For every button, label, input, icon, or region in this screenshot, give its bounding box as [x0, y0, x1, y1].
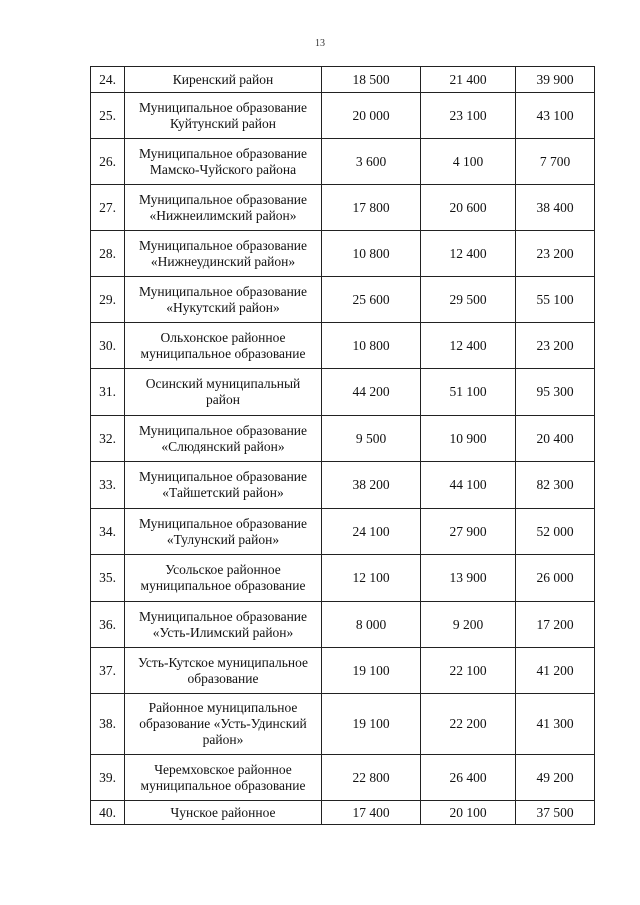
- table-row: [91, 231, 595, 277]
- row-number: 32.: [91, 416, 125, 462]
- amount-column-2: 22 100: [421, 648, 516, 694]
- amount-column-1: 10 800: [322, 323, 421, 369]
- row-number: 25.: [91, 93, 125, 139]
- table-row: [91, 755, 595, 801]
- amount-column-2: 27 900: [421, 509, 516, 555]
- amount-column-1: 22 800: [322, 755, 421, 801]
- municipality-name: Муниципальное образование Куйтунский район: [125, 93, 322, 139]
- municipality-name: Муниципальное образование «Усть-Илимский район»: [125, 602, 322, 648]
- amount-column-2: 51 100: [421, 369, 516, 416]
- amount-column-1: 17 800: [322, 185, 421, 231]
- row-number: 24.: [91, 67, 125, 93]
- amount-total: 7 700: [516, 139, 595, 185]
- amount-total: 26 000: [516, 555, 595, 602]
- row-number: 29.: [91, 277, 125, 323]
- amount-column-2: 21 400: [421, 67, 516, 93]
- municipality-name: Усть-Кутское муниципальное образование: [125, 648, 322, 694]
- row-number: 36.: [91, 602, 125, 648]
- amount-column-2: 29 500: [421, 277, 516, 323]
- amount-total: 41 200: [516, 648, 595, 694]
- amount-column-1: 18 500: [322, 67, 421, 93]
- row-number: 28.: [91, 231, 125, 277]
- row-number: 30.: [91, 323, 125, 369]
- municipality-name: Районное муниципальное образование «Усть-Удинский район»: [125, 694, 322, 755]
- table-row: [91, 416, 595, 462]
- municipality-name: Муниципальное образование «Тулунский район»: [125, 509, 322, 555]
- allocation-table: [90, 66, 595, 825]
- table-row: [91, 67, 595, 93]
- row-number: 35.: [91, 555, 125, 602]
- municipality-name: Киренский район: [125, 67, 322, 93]
- amount-column-2: 20 600: [421, 185, 516, 231]
- amount-column-1: 3 600: [322, 139, 421, 185]
- amount-column-1: 9 500: [322, 416, 421, 462]
- amount-column-2: 44 100: [421, 462, 516, 509]
- amount-total: 52 000: [516, 509, 595, 555]
- table-row: [91, 555, 595, 602]
- amount-total: 17 200: [516, 602, 595, 648]
- municipality-name: Муниципальное образование «Нукутский район»: [125, 277, 322, 323]
- municipality-name: Муниципальное образование «Нижнеудинский район»: [125, 231, 322, 277]
- amount-column-2: 12 400: [421, 323, 516, 369]
- municipality-name: Муниципальное образование «Нижнеилимский район»: [125, 185, 322, 231]
- amount-total: 23 200: [516, 323, 595, 369]
- amount-column-1: 19 100: [322, 648, 421, 694]
- table-row: [91, 277, 595, 323]
- page-number: 13: [315, 38, 325, 49]
- table-row: [91, 139, 595, 185]
- amount-column-1: 12 100: [322, 555, 421, 602]
- amount-total: 43 100: [516, 93, 595, 139]
- amount-total: 20 400: [516, 416, 595, 462]
- amount-column-2: 13 900: [421, 555, 516, 602]
- municipality-name: Муниципальное образование Мамско-Чуйского района: [125, 139, 322, 185]
- municipality-name: Усольское районное муниципальное образование: [125, 555, 322, 602]
- amount-column-1: 25 600: [322, 277, 421, 323]
- table-row: [91, 93, 595, 139]
- amount-total: 23 200: [516, 231, 595, 277]
- amount-column-1: 38 200: [322, 462, 421, 509]
- table-row: [91, 185, 595, 231]
- row-number: 34.: [91, 509, 125, 555]
- amount-column-2: 9 200: [421, 602, 516, 648]
- table-row: [91, 602, 595, 648]
- row-number: 38.: [91, 694, 125, 755]
- row-number: 27.: [91, 185, 125, 231]
- amount-total: 38 400: [516, 185, 595, 231]
- amount-column-1: 17 400: [322, 801, 421, 825]
- amount-column-2: 10 900: [421, 416, 516, 462]
- row-number: 39.: [91, 755, 125, 801]
- municipality-name: Черемховское районное муниципальное образование: [125, 755, 322, 801]
- amount-column-2: 12 400: [421, 231, 516, 277]
- amount-column-2: 23 100: [421, 93, 516, 139]
- amount-total: 95 300: [516, 369, 595, 416]
- row-number: 31.: [91, 369, 125, 416]
- amount-total: 82 300: [516, 462, 595, 509]
- amount-column-1: 8 000: [322, 602, 421, 648]
- municipality-name: Муниципальное образование «Тайшетский район»: [125, 462, 322, 509]
- municipality-name: Ольхонское районное муниципальное образование: [125, 323, 322, 369]
- municipality-name: Чунское районное: [125, 801, 322, 825]
- table-body: [91, 67, 595, 825]
- amount-column-2: 26 400: [421, 755, 516, 801]
- amount-column-2: 22 200: [421, 694, 516, 755]
- table-row: [91, 369, 595, 416]
- municipality-name: Осинский муниципальный район: [125, 369, 322, 416]
- table-row: [91, 801, 595, 825]
- amount-total: 55 100: [516, 277, 595, 323]
- amount-column-1: 10 800: [322, 231, 421, 277]
- table-row: [91, 509, 595, 555]
- amount-column-2: 4 100: [421, 139, 516, 185]
- amount-column-1: 19 100: [322, 694, 421, 755]
- amount-total: 41 300: [516, 694, 595, 755]
- amount-column-1: 24 100: [322, 509, 421, 555]
- table-row: [91, 462, 595, 509]
- row-number: 33.: [91, 462, 125, 509]
- amount-total: 39 900: [516, 67, 595, 93]
- amount-column-1: 20 000: [322, 93, 421, 139]
- row-number: 37.: [91, 648, 125, 694]
- amount-column-2: 20 100: [421, 801, 516, 825]
- table-row: [91, 648, 595, 694]
- amount-total: 37 500: [516, 801, 595, 825]
- row-number: 40.: [91, 801, 125, 825]
- municipality-name: Муниципальное образование «Слюдянский район»: [125, 416, 322, 462]
- table-row: [91, 323, 595, 369]
- table-row: [91, 694, 595, 755]
- row-number: 26.: [91, 139, 125, 185]
- amount-column-1: 44 200: [322, 369, 421, 416]
- amount-total: 49 200: [516, 755, 595, 801]
